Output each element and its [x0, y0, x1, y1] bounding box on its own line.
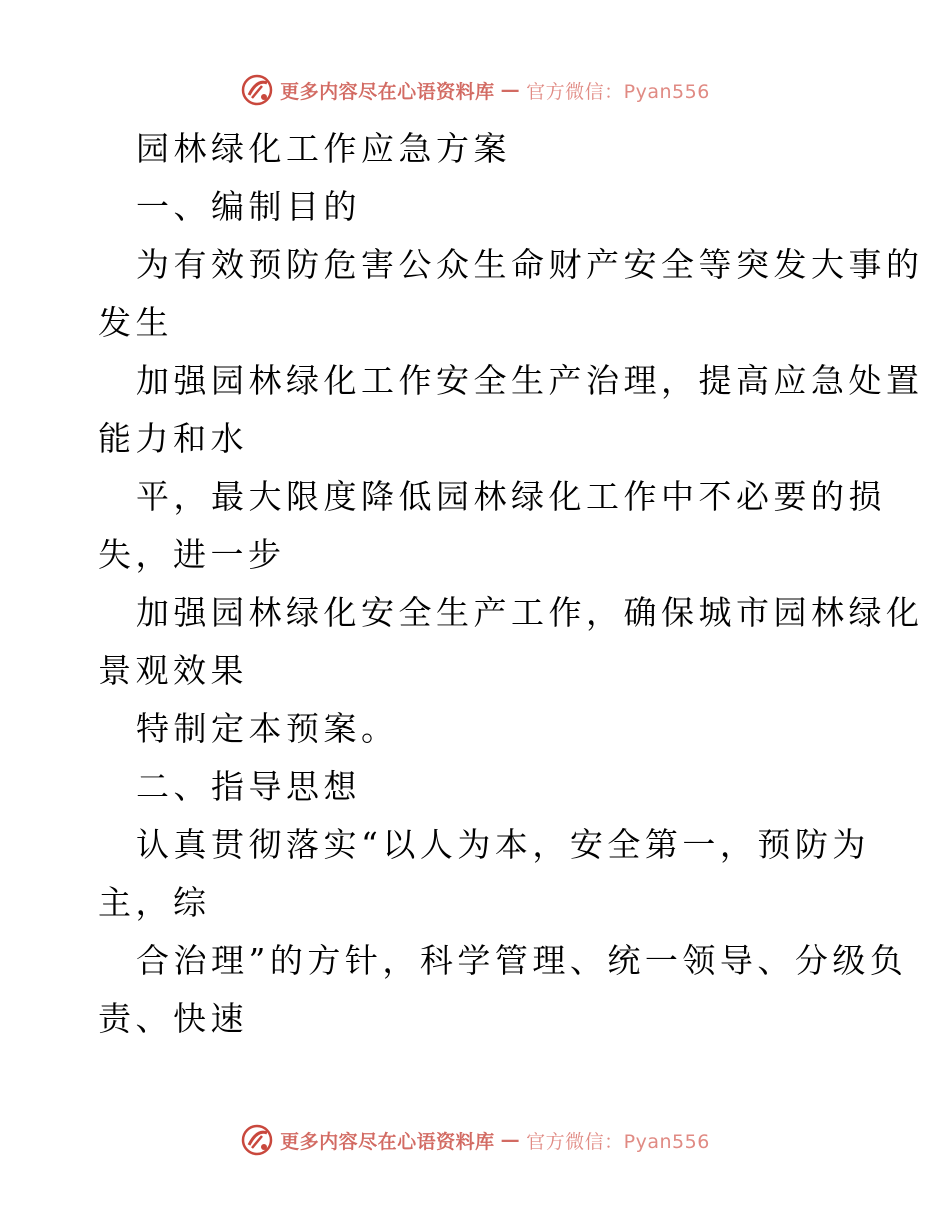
paragraph-line: 平，最大限度降低园林绿化工作中不必要的损	[136, 477, 886, 516]
paragraph-line: 特制定本预案。	[136, 709, 399, 748]
watermark-brand-text: 更多内容尽在心语资料库	[280, 1130, 495, 1153]
watermark-separator: —	[500, 1129, 521, 1151]
paragraph-line: 发生	[98, 303, 173, 342]
paragraph-line: 加强园林绿化安全生产工作，确保城市园林绿化	[136, 593, 924, 632]
document-body	[98, 120, 924, 1048]
paragraph-line: 能力和水	[98, 419, 248, 458]
paragraph-line: 景观效果	[98, 651, 248, 690]
paragraph-line: 为有效预防危害公众生命财产安全等突发大事的	[136, 245, 924, 284]
brand-logo-icon	[240, 73, 274, 107]
brand-logo-icon	[240, 1123, 274, 1157]
watermark-separator: —	[500, 79, 521, 101]
paragraph-line: 失，进一步	[98, 535, 286, 574]
watermark-brand-text: 更多内容尽在心语资料库	[280, 80, 495, 103]
section-heading-1: 一、编制目的	[136, 187, 361, 226]
watermark-wechat-text: 官方微信：Pyan556	[526, 80, 710, 103]
section-heading-2: 二、指导思想	[136, 767, 361, 806]
watermark-wechat-text: 官方微信：Pyan556	[526, 1130, 710, 1153]
paragraph-line: 加强园林绿化工作安全生产治理，提高应急处置	[136, 361, 924, 400]
footer-watermark	[0, 1120, 950, 1160]
paragraph-line: 主，综	[98, 883, 211, 922]
document-title: 园林绿化工作应急方案	[136, 129, 511, 168]
paragraph-line: 合治理”的方针，科学管理、统一领导、分级负	[136, 941, 908, 980]
header-watermark	[0, 70, 950, 110]
paragraph-line: 认真贯彻落实“以人为本，安全第一，预防为	[136, 825, 870, 864]
paragraph-line: 责、快速	[98, 999, 248, 1038]
